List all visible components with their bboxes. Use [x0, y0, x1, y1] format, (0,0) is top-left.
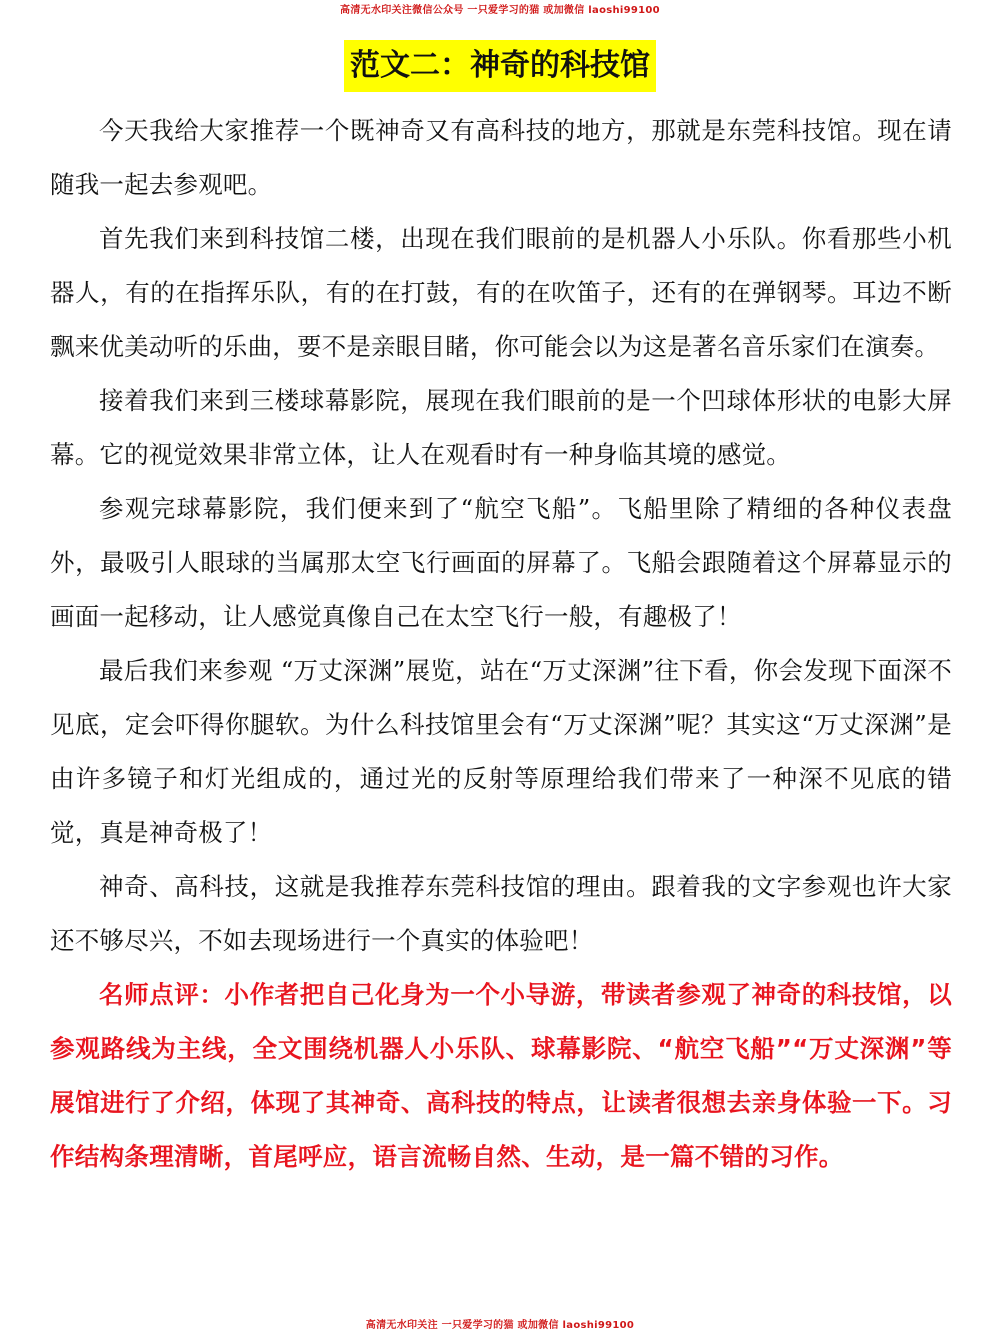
- teacher-comment: 名师点评：小作者把自己化身为一个小导游，带读者参观了神奇的科技馆，以参观路线为主线，全文围绕机器人小乐队、球幕影院、“航空飞船”“万丈深渊”等展馆进行了介绍，体现了其神奇、高科技的特点，让读者很想去亲身体验一下。习作结构条理清晰，首尾呼应，语言流畅自然、生动，是一篇不错的习作。: [50, 980, 952, 1171]
- title-container: [0, 40, 1000, 92]
- watermark-bottom: 高清无水印关注 一只爱学习的猫 或加微信 laoshi99100: [365, 1320, 635, 1331]
- paragraph-abyss: 最后我们来参观 “万丈深渊”展览，站在“万丈深渊”往下看，你会发现下面深不见底，定会吓得你腿软。为什么科技馆里会有“万丈深渊”呢？其实这“万丈深渊”是由许多镜子和灯光组成的，通过光的反射等原理给我们带来了一种深不见底的错觉，真是神奇极了！: [50, 656, 952, 847]
- paragraph-intro: 今天我给大家推荐一个既神奇又有高科技的地方，那就是东莞科技馆。现在请随我一起去参观吧。: [50, 116, 952, 199]
- page-title: 范文二：神奇的科技馆: [344, 40, 656, 92]
- paragraph-dome-theater: 接着我们来到三楼球幕影院，展现在我们眼前的是一个凹球体形状的电影大屏幕。它的视觉效果非常立体，让人在观看时有一种身临其境的感觉。: [50, 386, 952, 469]
- paragraph-robot-band: 首先我们来到科技馆二楼，出现在我们眼前的是机器人小乐队。你看那些小机器人，有的在指挥乐队，有的在打鼓，有的在吹笛子，还有的在弹钢琴。耳边不断飘来优美动听的乐曲，要不是亲眼目睹，你可能会以为这是著名音乐家们在演奏。: [50, 224, 952, 361]
- essay-body: [50, 104, 952, 1184]
- watermark-top: 高清无水印关注微信公众号 一只爱学习的猫 或加微信 laoshi99100: [340, 5, 660, 16]
- paragraph-conclusion: 神奇、高科技，这就是我推荐东莞科技馆的理由。跟着我的文字参观也许大家还不够尽兴，不如去现场进行一个真实的体验吧！: [50, 872, 952, 955]
- paragraph-spaceship: 参观完球幕影院，我们便来到了“航空飞船”。飞船里除了精细的各种仪表盘外，最吸引人眼球的当属那太空飞行画面的屏幕了。飞船会跟随着这个屏幕显示的画面一起移动，让人感觉真像自己在太空飞行一般，有趣极了！: [50, 494, 952, 631]
